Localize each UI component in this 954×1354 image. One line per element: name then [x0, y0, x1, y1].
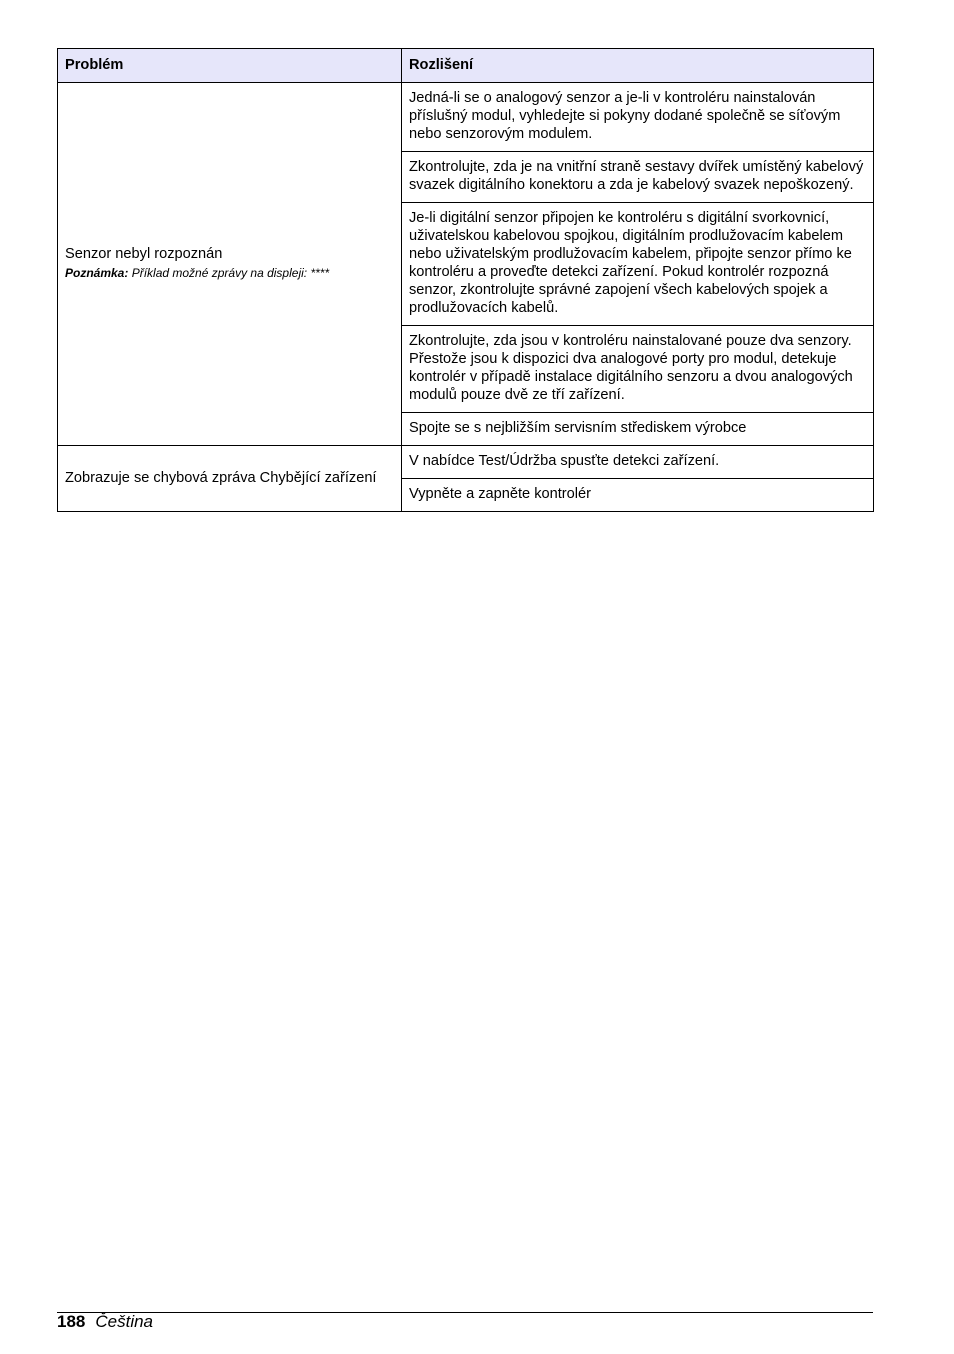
troubleshooting-table — [57, 48, 874, 512]
resolution-cell: Jedná-li se o analogový senzor a je-li v kontroléru nainstalován příslušný modul, vyhledejte si pokyny dodané společně se síťovým nebo senzorovým modulem. — [402, 83, 874, 152]
problem-cell-missing-device — [58, 446, 402, 512]
footer-language: Čeština — [95, 1312, 154, 1331]
note-text: Příklad možné zprávy na displeji: **** — [128, 266, 330, 280]
problem-text: Zobrazuje se chybová zpráva Chybějící zařízení — [65, 469, 377, 486]
header-resolution: Rozlišení — [402, 49, 874, 83]
resolution-cell: Je-li digitální senzor připojen ke kontroléru s digitální svorkovnicí, uživatelskou kabelovou spojkou, digitálním prodlužovacím kabelem nebo uživatelským prodlužovacím kabelem, připojte senzor přímo ke kontroléru a proveďte detekci zařízení. Pokud kontrolér rozpozná senzor, zkontrolujte správné zapojení všech kabelových spojek a prodlužovacích kabelů. — [402, 203, 874, 326]
problem-cell-sensor-not-recognized — [58, 83, 402, 446]
resolution-cell: V nabídce Test/Údržba spusťte detekci zařízení. — [402, 446, 874, 479]
page-footer — [57, 1312, 153, 1332]
note-label: Poznámka: — [65, 266, 129, 280]
table-row — [58, 446, 874, 479]
resolution-cell: Zkontrolujte, zda jsou v kontroléru nainstalované pouze dva senzory. Přestože jsou k dispozici dva analogové porty pro modul, detekuje kontrolér v případě instalace digitálního senzoru a dvou analogových modulů pouze dvě ze tří zařízení. — [402, 326, 874, 413]
page-number: 188 — [57, 1312, 86, 1331]
resolution-cell: Spojte se s nejbližším servisním střediskem výrobce — [402, 413, 874, 446]
resolution-cell: Zkontrolujte, zda je na vnitřní straně sestavy dvířek umístěný kabelový svazek digitálního konektoru a zda je kabelový svazek nepoškozený. — [402, 152, 874, 203]
problem-note — [65, 265, 394, 281]
page-content — [57, 48, 873, 512]
footer-divider — [57, 1312, 873, 1313]
problem-text: Senzor nebyl rozpoznán — [65, 246, 223, 262]
table-header-row — [58, 49, 874, 83]
table-row — [58, 83, 874, 152]
header-problem: Problém — [58, 49, 402, 83]
resolution-cell: Vypněte a zapněte kontrolér — [402, 479, 874, 512]
